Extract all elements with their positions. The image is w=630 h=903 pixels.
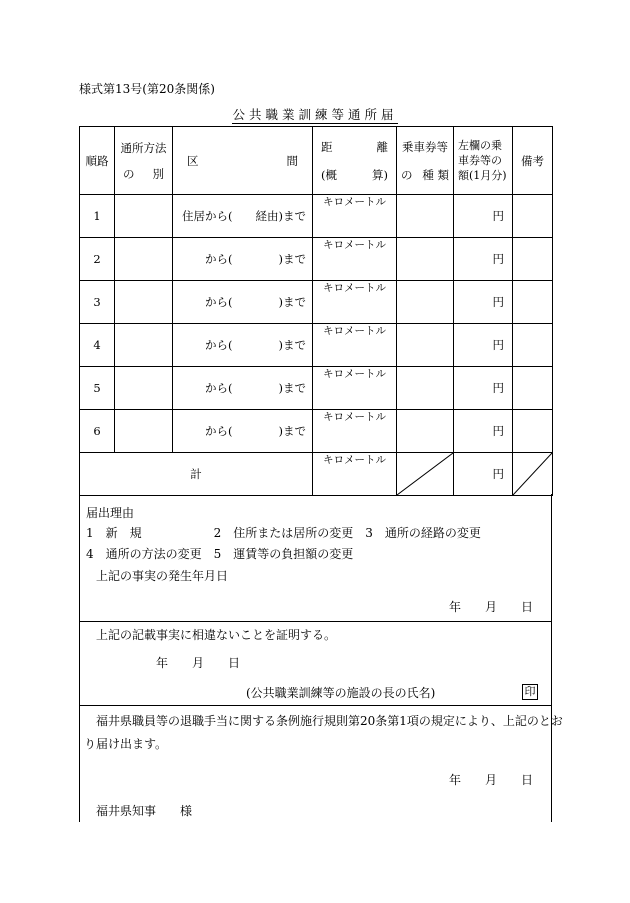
submission-text-line2: り届け出ます。 — [84, 737, 168, 751]
method-cell[interactable] — [115, 195, 173, 238]
amount-cell[interactable]: 円 — [454, 238, 513, 281]
page-title: 公共職業訓練等通所届 — [232, 107, 398, 122]
reason-options-1: 1 新 規 2 住所または居所の変更 3 通所の経路の変更 — [86, 526, 481, 540]
total-ticket-crossed — [397, 453, 454, 496]
total-amount: 円 — [454, 453, 513, 496]
header-distance: 距 離 (概 算) — [313, 127, 397, 195]
route-number: 4 — [80, 324, 115, 367]
route-number: 5 — [80, 367, 115, 410]
route-number: 6 — [80, 410, 115, 453]
reason-section — [79, 494, 552, 622]
header-route: 順路 — [80, 127, 115, 195]
distance-cell[interactable]: キロメートル — [313, 238, 397, 281]
ticket-type-cell[interactable] — [397, 195, 454, 238]
amount-cell[interactable]: 円 — [454, 367, 513, 410]
table-row — [80, 238, 553, 281]
header-remarks: 備考 — [513, 127, 553, 195]
ticket-type-cell[interactable] — [397, 410, 454, 453]
distance-cell[interactable]: キロメートル — [313, 195, 397, 238]
method-cell[interactable] — [115, 324, 173, 367]
total-remarks-crossed — [513, 453, 553, 496]
route-number: 1 — [80, 195, 115, 238]
remarks-cell[interactable] — [513, 324, 553, 367]
method-cell[interactable] — [115, 367, 173, 410]
reason-heading: 届出理由 — [86, 506, 135, 520]
remarks-cell[interactable] — [513, 195, 553, 238]
section-cell[interactable]: 住居から( 経由)まで — [173, 195, 313, 238]
remarks-cell[interactable] — [513, 238, 553, 281]
total-distance: キロメートル — [313, 453, 397, 496]
distance-cell[interactable]: キロメートル — [313, 324, 397, 367]
amount-cell[interactable]: 円 — [454, 195, 513, 238]
amount-cell[interactable]: 円 — [454, 324, 513, 367]
ticket-type-cell[interactable] — [397, 324, 454, 367]
method-cell[interactable] — [115, 238, 173, 281]
submission-date: 年 月 日 — [448, 773, 533, 787]
reason-options-2: 4 通所の方法の変更 5 運賃等の負担額の変更 — [86, 547, 354, 561]
certification-text: 上記の記載事実に相違ないことを証明する。 — [96, 628, 337, 642]
ticket-type-cell[interactable] — [397, 281, 454, 324]
table-row — [80, 367, 553, 410]
table-row — [80, 410, 553, 453]
table-row — [80, 324, 553, 367]
addressee: 福井県知事 様 — [96, 804, 193, 818]
amount-cell[interactable]: 円 — [454, 281, 513, 324]
remarks-cell[interactable] — [513, 367, 553, 410]
distance-cell[interactable]: キロメートル — [313, 410, 397, 453]
route-number: 2 — [80, 238, 115, 281]
total-row — [80, 453, 553, 496]
distance-cell[interactable]: キロメートル — [313, 367, 397, 410]
facility-head-name-label: (公共職業訓練等の施設の長の氏名) — [246, 686, 436, 700]
submission-section — [79, 706, 563, 822]
ticket-type-cell[interactable] — [397, 367, 454, 410]
route-number: 3 — [80, 281, 115, 324]
section-cell[interactable]: から( )まで — [173, 324, 313, 367]
seal-mark: 印 — [522, 684, 538, 700]
occurrence-date: 年 月 日 — [448, 600, 533, 614]
section-cell[interactable]: から( )まで — [173, 410, 313, 453]
header-method: 通所方法 の 別 — [115, 127, 173, 195]
section-cell[interactable]: から( )まで — [173, 238, 313, 281]
header-amount: 左欄の乗車券等の額(1月分) — [454, 127, 513, 195]
remarks-cell[interactable] — [513, 410, 553, 453]
ticket-type-cell[interactable] — [397, 238, 454, 281]
submission-text-line1: 福井県職員等の退職手当に関する条例施行規則第20条第1項の規定により、上記のとお — [96, 714, 563, 728]
section-cell[interactable]: から( )まで — [173, 281, 313, 324]
total-label: 計 — [80, 453, 313, 496]
section-cell[interactable]: から( )まで — [173, 367, 313, 410]
remarks-cell[interactable] — [513, 281, 553, 324]
method-cell[interactable] — [115, 281, 173, 324]
amount-cell[interactable]: 円 — [454, 410, 513, 453]
certification-date: 年 月 日 — [156, 656, 241, 670]
form-number: 様式第13号(第20条関係) — [79, 82, 215, 96]
distance-cell[interactable]: キロメートル — [313, 281, 397, 324]
table-header-row — [80, 127, 553, 195]
certification-section — [79, 622, 552, 706]
table-row — [80, 195, 553, 238]
method-cell[interactable] — [115, 410, 173, 453]
header-section: 区 間 — [173, 127, 313, 195]
table-row — [80, 281, 553, 324]
occurrence-label: 上記の事実の発生年月日 — [96, 569, 229, 583]
commute-table — [79, 126, 553, 496]
header-ticket-type: 乗車券等 の 種 類 — [397, 127, 454, 195]
